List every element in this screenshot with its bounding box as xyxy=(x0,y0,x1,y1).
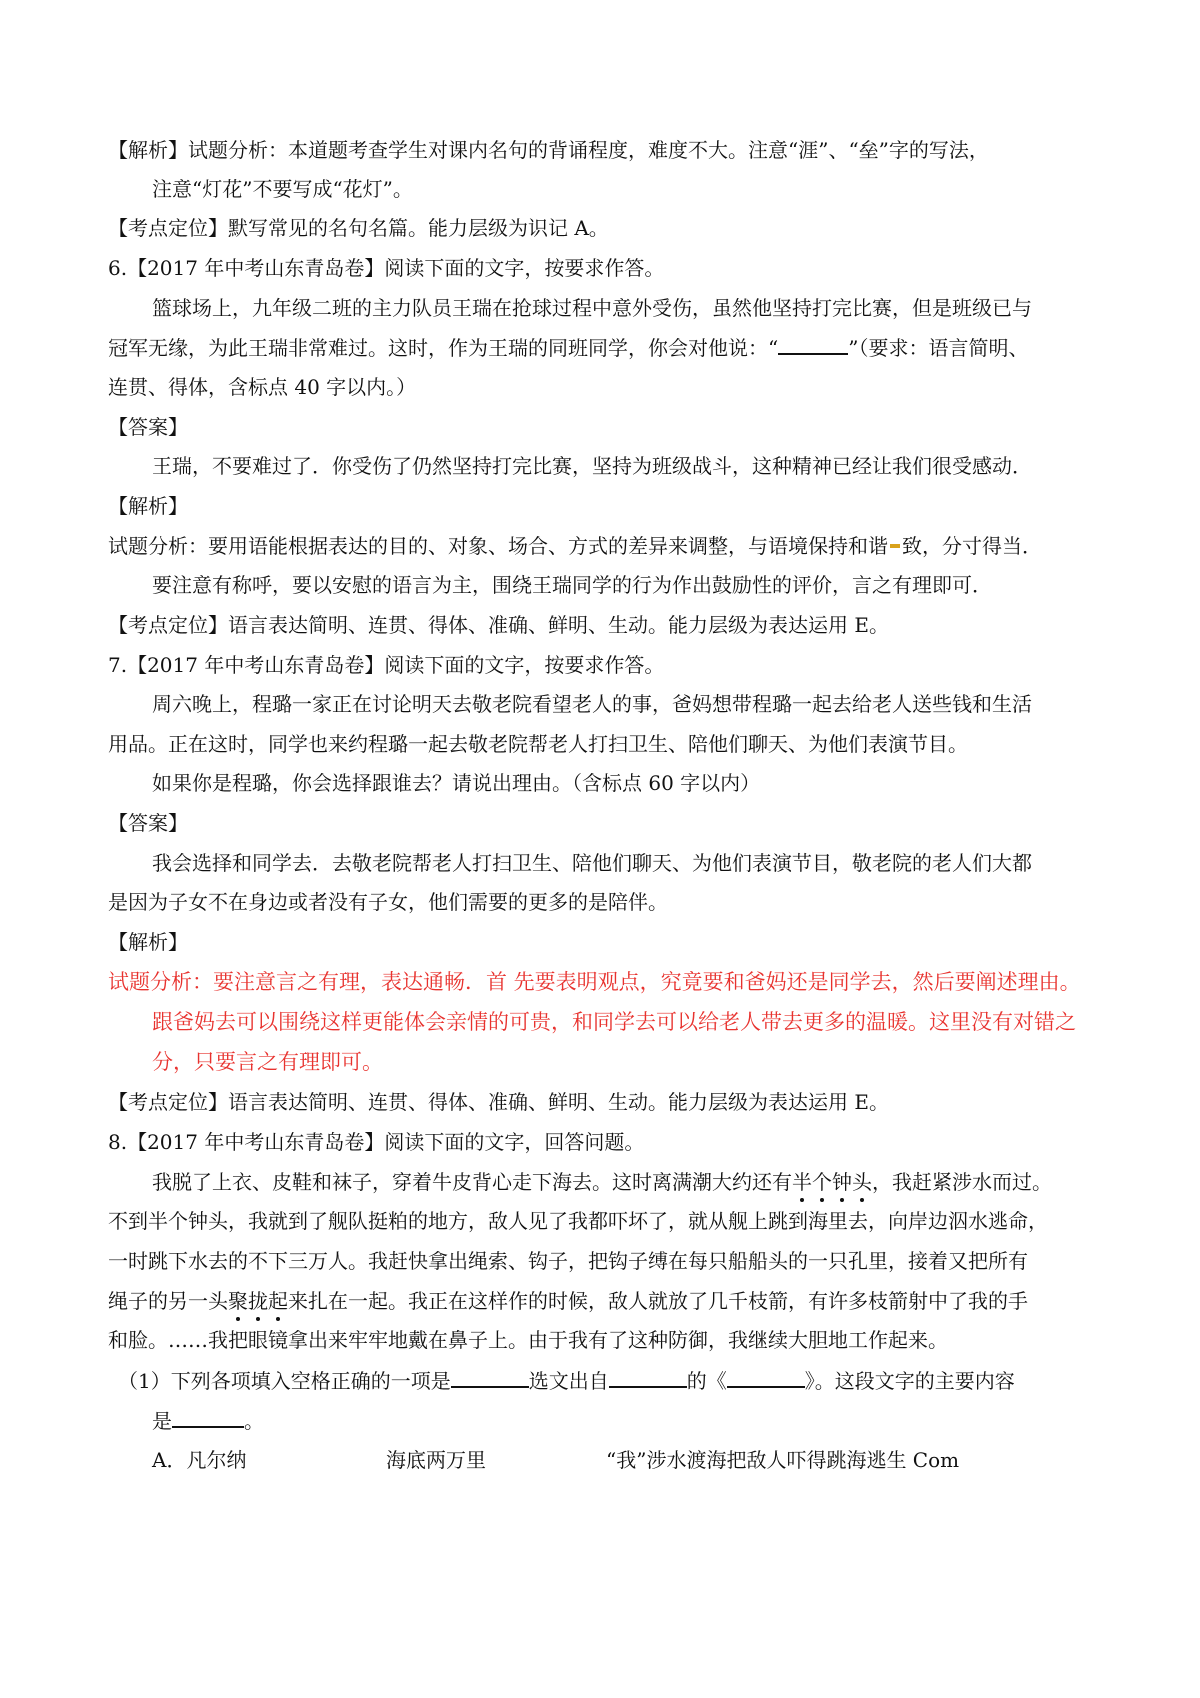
q8-passage-line2: 不到半个钟头，我就到了舰队挺粕的地方，敌人见了我都吓坏了，就从舰上跳到海里去，向岸边泅水逃命， xyxy=(108,1209,1048,1233)
q6-header: 6.【2017 年中考山东青岛卷】阅读下面的文字，按要求作答。 xyxy=(108,256,665,280)
q8-option-a-col3: “我”涉水渡海把敌人吓得跳海逃生 Com xyxy=(606,1448,960,1472)
q8-passage-line3: 一时跳下水去的不下三万人。我赶快拿出绳索、钩子，把钩子缚在每只船船头的一只孔里，接着又把所有 xyxy=(108,1249,1028,1273)
q7-question: 如果你是程璐，你会选择跟谁去？请说出理由。（含标点 60 字以内） xyxy=(152,771,761,795)
q7-analysis-line1: 试题分析：要注意言之有理，表达通畅．首 先要表明观点，究竟要和爸妈还是同学去，然后要阐述理由。 xyxy=(108,970,1081,994)
q8-sub1-d: 》。这段文字的主要内容 xyxy=(804,1369,1015,1393)
q6-passage-line2-b: ”（要求：语言简明、 xyxy=(848,336,1029,360)
emphasis-char: 起 xyxy=(268,1289,288,1313)
answer-blank[interactable] xyxy=(727,1366,805,1388)
q7-passage-line2: 用品。正在这时，同学也来约程璐一起去敬老院帮老人打扫卫生、陪他们聊天、为他们表演节目。 xyxy=(108,732,968,756)
q8-sub1-line1 xyxy=(118,1366,1015,1395)
answer-blank[interactable] xyxy=(172,1406,244,1428)
q6-analysis-line1-b: 致，分寸得当． xyxy=(902,534,1042,558)
q6-passage-line2-a: 冠军无缘，为此王瑞非常难过。这时，作为王瑞的同班同学，你会对他说：“ xyxy=(108,336,779,360)
q5-analysis-line1: 【解析】试题分析：本道题考查学生对课内名句的背诵程度，难度不大。注意“涯”、“垒”字的写法， xyxy=(108,138,989,162)
q6-answer-label: 【答案】 xyxy=(108,415,188,439)
q8-passage-line4-b: 来扎在一起。我正在这样作的时候，敌人就放了几千枝箭，有许多枝箭射中了我的手 xyxy=(288,1289,1028,1313)
emphasis-char: 拢 xyxy=(248,1289,268,1313)
q7-header: 7.【2017 年中考山东青岛卷】阅读下面的文字，按要求作答。 xyxy=(108,653,665,677)
q8-passage-line1 xyxy=(152,1168,1052,1196)
q6-answer-text: 王瑞，不要难过了．你受伤了仍然坚持打完比赛，坚持为班级战斗，这种精神已经让我们很受感动． xyxy=(152,454,1032,478)
q7-analysis-label: 【解析】 xyxy=(108,930,188,954)
q6-passage-line3: 连贯、得体，含标点 40 字以内。） xyxy=(108,375,417,399)
q7-passage-line1: 周六晚上，程璐一家正在讨论明天去敬老院看望老人的事，爸妈想带程璐一起去给老人送些钱和生活 xyxy=(152,692,1032,716)
emphasis-char: 半 xyxy=(792,1170,812,1194)
emphasis-char: 聚 xyxy=(228,1289,248,1313)
q8-header: 8.【2017 年中考山东青岛卷】阅读下面的文字，回答问题。 xyxy=(108,1130,645,1154)
q6-analysis-line2: 要注意有称呼，要以安慰的语言为主，围绕王瑞同学的行为作出鼓励性的评价，言之有理即可． xyxy=(152,573,992,597)
q8-sub1-line2-b: 。 xyxy=(244,1409,264,1433)
emphasis-char: 钟 xyxy=(832,1170,852,1194)
answer-blank[interactable] xyxy=(778,333,848,355)
q6-kaodian: 【考点定位】语言表达简明、连贯、得体、准确、鲜明、生动。能力层级为表达运用 E。 xyxy=(108,613,889,637)
q5-kaodian: 【考点定位】默写常见的名句名篇。能力层级为识记 A。 xyxy=(108,216,609,240)
q5-analysis-line2: 注意“灯花”不要写成“花灯”。 xyxy=(152,177,413,201)
q6-passage-line1: 篮球场上，九年级二班的主力队员王瑞在抢球过程中意外受伤，虽然他坚持打完比赛，但是班级已与 xyxy=(152,296,1032,320)
stray-mark xyxy=(890,544,900,548)
q6-analysis-line1 xyxy=(108,532,1042,560)
q7-analysis-line3: 分，只要言之有理即可。 xyxy=(152,1050,383,1074)
q8-passage-line4 xyxy=(108,1287,1028,1315)
q6-passage-line2 xyxy=(108,333,1028,362)
answer-blank[interactable] xyxy=(451,1366,529,1388)
q6-analysis-line1-a: 试题分析：要用语能根据表达的目的、对象、场合、方式的差异来调整，与语境保持和谐 xyxy=(108,534,888,558)
q8-option-a-col2: 海底两万里 xyxy=(386,1448,486,1472)
q7-answer-label: 【答案】 xyxy=(108,811,188,835)
q7-kaodian: 【考点定位】语言表达简明、连贯、得体、准确、鲜明、生动。能力层级为表达运用 E。 xyxy=(108,1090,889,1114)
q8-passage-line4-a: 绳子的另一头 xyxy=(108,1289,228,1313)
q8-passage-line1-a: 我脱了上衣、皮鞋和袜子，穿着牛皮背心走下海去。这时离满潮大约还有 xyxy=(152,1170,792,1194)
answer-blank[interactable] xyxy=(609,1366,687,1388)
q8-sub1-b: 选文出自 xyxy=(528,1369,609,1393)
q7-answer-line2: 是因为子女不在身边或者没有子女，他们需要的更多的是陪伴。 xyxy=(108,890,668,914)
q6-analysis-label: 【解析】 xyxy=(108,494,188,518)
q8-passage-line5: 和脸。……我把眼镜拿出来牢牢地戴在鼻子上。由于我有了这种防御，我继续大胆地工作起来。 xyxy=(108,1328,948,1352)
q8-sub1-a: （1）下列各项填入空格正确的一项是 xyxy=(118,1369,451,1393)
q8-passage-line1-b: ，我赶紧涉水而过。 xyxy=(872,1170,1052,1194)
q7-analysis-line2: 跟爸妈去可以围绕这样更能体会亲情的可贵，和同学去可以给老人带去更多的温暖。这里没有对错之 xyxy=(152,1010,1076,1034)
emphasis-char: 个 xyxy=(812,1170,832,1194)
q8-sub1-c: 的《 xyxy=(686,1369,727,1393)
q8-option-a-label: A．凡尔纳 xyxy=(152,1448,247,1472)
q8-sub1-line2-a: 是 xyxy=(152,1409,172,1433)
emphasis-char: 头 xyxy=(852,1170,872,1194)
q7-answer-line1: 我会选择和同学去．去敬老院帮老人打扫卫生、陪他们聊天、为他们表演节目，敬老院的老人们大都 xyxy=(152,851,1032,875)
q8-sub1-line2 xyxy=(152,1406,264,1435)
